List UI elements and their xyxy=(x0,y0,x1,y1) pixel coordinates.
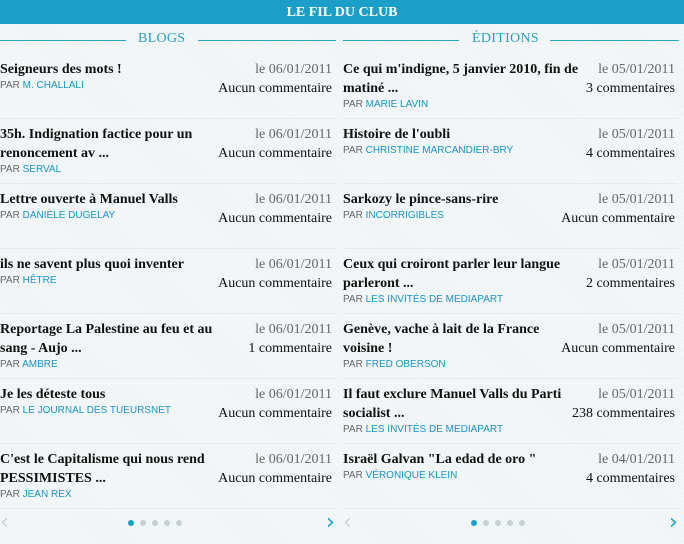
post-title-link[interactable]: Sarkozy le pince-sans-rire xyxy=(343,192,499,207)
author-link[interactable]: AMBRE xyxy=(22,359,58,370)
list-item xyxy=(0,54,336,119)
blogs-section-header xyxy=(0,24,336,54)
list-item xyxy=(0,119,336,184)
pager-dot-icon[interactable] xyxy=(483,520,489,526)
comment-count[interactable]: Aucun commentaire xyxy=(218,211,332,226)
post-title-link[interactable]: Israël Galvan "La edad de oro " xyxy=(343,452,537,467)
author-prefix: PAR xyxy=(0,275,20,286)
post-author xyxy=(343,210,444,222)
list-item xyxy=(0,444,336,509)
author-prefix: PAR xyxy=(0,164,20,175)
post-date: le 06/01/2011 xyxy=(255,387,332,402)
post-date: le 06/01/2011 xyxy=(255,322,332,337)
pager-dot-icon[interactable] xyxy=(164,520,170,526)
list-item xyxy=(343,184,679,249)
post-author xyxy=(0,405,171,417)
editions-list xyxy=(343,54,679,509)
list-item xyxy=(343,54,679,119)
comment-count[interactable]: 4 commentaires xyxy=(585,146,675,161)
author-prefix: PAR xyxy=(343,359,363,370)
author-link[interactable]: FRED OBERSON xyxy=(365,359,446,370)
author-link[interactable]: M. CHALLALI xyxy=(22,80,84,91)
header-rule-right xyxy=(198,40,336,41)
list-item xyxy=(343,444,679,509)
author-link[interactable]: LES INVITÉS DE MEDIAPART xyxy=(365,294,504,305)
post-date: le 05/01/2011 xyxy=(598,257,675,272)
pager-dot-icon[interactable] xyxy=(176,520,182,526)
post-date: le 06/01/2011 xyxy=(255,127,332,142)
author-link[interactable]: LES INVITÉS DE MEDIAPART xyxy=(365,424,504,435)
comment-count[interactable]: Aucun commentaire xyxy=(218,146,332,161)
post-title-link[interactable]: Seigneurs des mots ! xyxy=(0,62,122,77)
list-item xyxy=(343,314,679,379)
comment-count[interactable]: 2 commentaires xyxy=(585,276,675,291)
editions-section-header xyxy=(343,24,679,54)
author-prefix: PAR xyxy=(0,405,20,416)
post-author xyxy=(0,210,115,222)
next-arrow-icon[interactable]: › xyxy=(669,510,678,535)
author-link[interactable]: VÉRONIQUE KLEIN xyxy=(365,470,458,481)
post-date: le 05/01/2011 xyxy=(598,387,675,402)
post-title-link[interactable]: Je les déteste tous xyxy=(0,387,106,402)
post-date: le 06/01/2011 xyxy=(255,452,332,467)
post-title-link[interactable]: Reportage La Palestine au feu et au sang - Aujo ... xyxy=(0,322,213,356)
post-author xyxy=(343,424,503,436)
author-link[interactable]: LE JOURNAL DES TUEURSNET xyxy=(22,405,171,416)
header-rule-right xyxy=(550,40,679,41)
editions-section-title: ÉDITIONS xyxy=(472,31,539,46)
author-prefix: PAR xyxy=(0,210,20,221)
post-author xyxy=(0,80,84,92)
editions-pager-dots xyxy=(471,520,525,526)
post-title-link[interactable]: ils ne savent plus quoi inventer xyxy=(0,257,184,272)
comment-count[interactable]: Aucun commentaire xyxy=(218,406,332,421)
list-item xyxy=(343,249,679,314)
header-rule-left xyxy=(343,40,459,41)
author-prefix: PAR xyxy=(343,424,363,435)
post-title-link[interactable]: 35h. Indignation factice pour un renoncement av ... xyxy=(0,127,193,161)
blogs-pager-dots xyxy=(128,520,182,526)
post-author xyxy=(0,275,57,287)
pager-dot-icon[interactable] xyxy=(507,520,513,526)
prev-arrow-icon[interactable]: ‹ xyxy=(343,510,352,535)
author-link[interactable]: MARIE LAVIN xyxy=(365,99,429,110)
author-prefix: PAR xyxy=(343,99,363,110)
header-rule-left xyxy=(0,40,126,41)
editions-pager xyxy=(343,510,679,540)
post-author xyxy=(343,294,503,306)
author-prefix: PAR xyxy=(343,145,363,156)
post-author xyxy=(0,489,72,501)
post-title-link[interactable]: Ce qui m'indigne, 5 janvier 2010, fin de matiné ... xyxy=(343,62,579,96)
post-author xyxy=(0,164,61,176)
author-prefix: PAR xyxy=(0,80,20,91)
post-author xyxy=(343,359,446,371)
author-link[interactable]: SERVAL xyxy=(22,164,62,175)
author-link[interactable]: DANIÈLE DUGELAY xyxy=(22,210,116,221)
pager-dot-icon[interactable] xyxy=(152,520,158,526)
post-date: le 06/01/2011 xyxy=(255,257,332,272)
post-title-link[interactable]: Il faut exclure Manuel Valls du Parti socialist ... xyxy=(343,387,562,421)
post-title-link[interactable]: Lettre ouverte à Manuel Valls xyxy=(0,192,178,207)
post-date: le 05/01/2011 xyxy=(598,322,675,337)
pager-dot-icon[interactable] xyxy=(128,520,134,526)
list-item xyxy=(343,379,679,444)
post-date: le 04/01/2011 xyxy=(598,452,675,467)
author-link[interactable]: INCORRIGIBLES xyxy=(365,210,444,221)
post-author xyxy=(343,470,457,482)
author-link[interactable]: CHRISTINE MARCANDIER-BRY xyxy=(365,145,514,156)
post-date: le 05/01/2011 xyxy=(598,127,675,142)
post-author xyxy=(343,99,428,111)
post-title-link[interactable]: C'est le Capitalisme qui nous rend PESSIMISTES ... xyxy=(0,452,205,486)
post-title-link[interactable]: Histoire de l'oubli xyxy=(343,127,451,142)
comment-count[interactable]: Aucun commentaire xyxy=(218,471,332,486)
comment-count[interactable]: 238 commentaires xyxy=(571,406,675,421)
author-prefix: PAR xyxy=(343,210,363,221)
list-item xyxy=(0,184,336,249)
author-prefix: PAR xyxy=(0,489,20,500)
pager-dot-icon[interactable] xyxy=(519,520,525,526)
author-prefix: PAR xyxy=(0,359,20,370)
author-prefix: PAR xyxy=(343,294,363,305)
list-item xyxy=(0,379,336,444)
post-date: le 06/01/2011 xyxy=(255,62,332,77)
post-author xyxy=(343,145,513,157)
pager-dot-icon[interactable] xyxy=(495,520,501,526)
pager-dot-icon[interactable] xyxy=(140,520,146,526)
editions-column xyxy=(343,24,679,544)
comment-count[interactable]: Aucun commentaire xyxy=(561,341,675,356)
post-title-link[interactable]: Genève, vache à lait de la France voisine ! xyxy=(343,322,540,356)
comment-count[interactable]: Aucun commentaire xyxy=(218,81,332,96)
comment-count[interactable]: 4 commentaires xyxy=(585,471,675,486)
list-item xyxy=(0,314,336,379)
author-prefix: PAR xyxy=(343,470,363,481)
blogs-section-title: BLOGS xyxy=(138,31,186,46)
prev-arrow-icon[interactable]: ‹ xyxy=(0,510,9,535)
comment-count[interactable]: Aucun commentaire xyxy=(218,276,332,291)
club-feed-header xyxy=(0,0,684,24)
comment-count[interactable]: Aucun commentaire xyxy=(561,211,675,226)
blogs-column xyxy=(0,24,336,544)
header-title: LE FIL DU CLUB xyxy=(286,5,398,20)
pager-dot-icon[interactable] xyxy=(471,520,477,526)
comment-count[interactable]: 1 commentaire xyxy=(248,341,332,356)
author-link[interactable]: HÊTRE xyxy=(22,275,57,286)
blogs-list xyxy=(0,54,336,509)
blogs-pager xyxy=(0,510,336,540)
next-arrow-icon[interactable]: › xyxy=(326,510,335,535)
post-title-link[interactable]: Ceux qui croiront parler leur langue parleront ... xyxy=(343,257,561,291)
post-date: le 06/01/2011 xyxy=(255,192,332,207)
post-author xyxy=(0,359,58,371)
list-item xyxy=(343,119,679,184)
comment-count[interactable]: 3 commentaires xyxy=(585,81,675,96)
author-link[interactable]: JEAN REX xyxy=(22,489,72,500)
list-item xyxy=(0,249,336,314)
post-date: le 05/01/2011 xyxy=(598,192,675,207)
post-date: le 05/01/2011 xyxy=(598,62,675,77)
